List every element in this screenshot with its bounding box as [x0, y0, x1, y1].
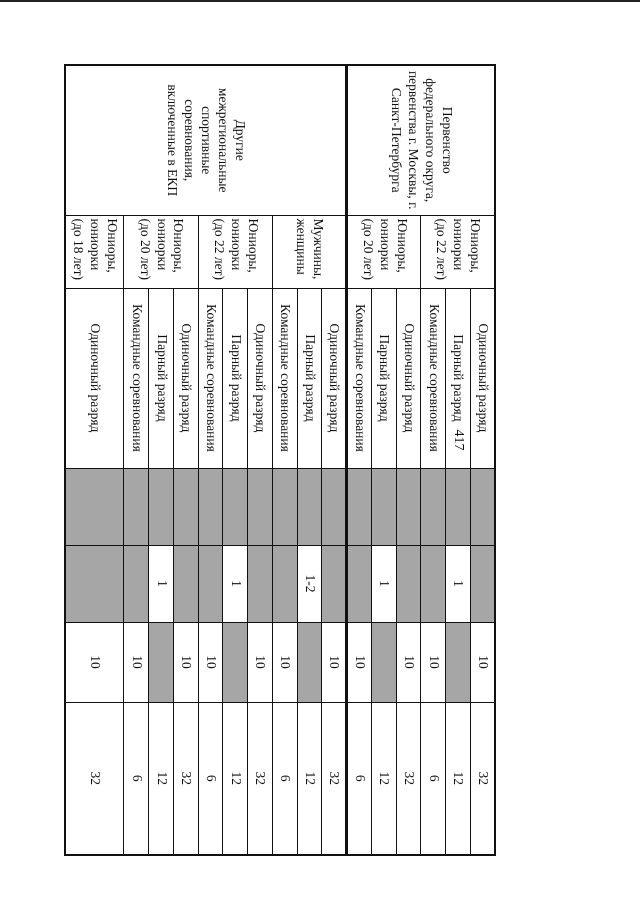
discipline-cell: Командные соревнования	[347, 288, 372, 468]
participants-cell: 6	[198, 702, 223, 855]
participants-cell: 12	[297, 702, 322, 855]
rotated-table-area	[64, 64, 496, 854]
discipline-cell: Парный разряд	[446, 288, 471, 468]
participants-cell: 12	[371, 702, 396, 855]
place-cell-2	[248, 545, 273, 622]
place-cell-2: 1	[446, 545, 471, 622]
participants-cell: 12	[446, 702, 471, 855]
place-cell-1	[198, 468, 223, 545]
participants-cell: 32	[248, 702, 273, 855]
table-rotation-box	[64, 64, 496, 854]
participants-cell: 12	[223, 702, 248, 855]
page-number: 417	[451, 429, 466, 451]
age-group-cell: Юниоры, юниорки (до 22 лет)	[421, 215, 495, 288]
participants-cell: 32	[173, 702, 198, 855]
participants-cell: 6	[272, 702, 297, 855]
place-cell-2	[421, 545, 446, 622]
place-cell-1	[421, 468, 446, 545]
age-group-cell: Юниоры, юниорки (до 22 лет)	[198, 215, 272, 288]
place-cell-1	[396, 468, 421, 545]
place-cell-3: 10	[198, 622, 223, 702]
discipline-cell: Командные соревнования	[272, 288, 297, 468]
place-cell-3: 10	[124, 622, 149, 702]
place-cell-1	[297, 468, 322, 545]
place-cell-3	[446, 622, 471, 702]
place-cell-1	[272, 468, 297, 545]
participants-cell: 6	[124, 702, 149, 855]
participants-cell: 32	[396, 702, 421, 855]
age-group-cell: Юниоры, юниорки (до 20 лет)	[347, 215, 421, 288]
discipline-cell: Одиночный разряд	[173, 288, 198, 468]
event-name-cell: Первенство федерального округа, первенства г. Москвы, г. Санкт-Петербурга	[347, 65, 495, 215]
place-cell-2: 1	[371, 545, 396, 622]
place-cell-2: 1	[223, 545, 248, 622]
discipline-cell: Парный разряд	[297, 288, 322, 468]
participants-cell: 32	[470, 702, 495, 855]
place-cell-2	[124, 545, 149, 622]
discipline-cell: Одиночный разряд	[248, 288, 273, 468]
place-cell-3	[149, 622, 174, 702]
place-cell-2	[198, 545, 223, 622]
discipline-cell: Командные соревнования	[124, 288, 149, 468]
discipline-cell: Одиночный разряд	[65, 288, 124, 468]
place-cell-1	[371, 468, 396, 545]
event-name-cell: Другие межрегиональные спортивные соревнования, включенные в ЕКП	[65, 65, 347, 215]
place-cell-1	[149, 468, 174, 545]
classification-table	[64, 64, 496, 856]
place-cell-1	[248, 468, 273, 545]
table-body	[65, 65, 495, 855]
discipline-cell: Парный разряд	[149, 288, 174, 468]
place-cell-3: 10	[322, 622, 347, 702]
discipline-cell: Одиночный разряд	[322, 288, 347, 468]
age-group-cell: Юниоры, юниорки (до 18 лет)	[65, 215, 124, 288]
place-cell-1	[446, 468, 471, 545]
place-cell-2: 1-2	[297, 545, 322, 622]
participants-cell: 32	[65, 702, 124, 855]
place-cell-3: 10	[248, 622, 273, 702]
discipline-cell: Командные соревнования	[421, 288, 446, 468]
place-cell-2	[65, 545, 124, 622]
place-cell-1	[322, 468, 347, 545]
place-cell-2	[470, 545, 495, 622]
discipline-cell: Командные соревнования	[198, 288, 223, 468]
discipline-cell: Парный разряд	[371, 288, 396, 468]
age-group-cell: Мужчины, женщины	[272, 215, 346, 288]
discipline-cell: Парный разряд	[223, 288, 248, 468]
discipline-cell: Одиночный разряд	[396, 288, 421, 468]
place-cell-1	[347, 468, 372, 545]
place-cell-3: 10	[470, 622, 495, 702]
place-cell-2: 1	[149, 545, 174, 622]
place-cell-1	[173, 468, 198, 545]
participants-cell: 12	[149, 702, 174, 855]
place-cell-3: 10	[173, 622, 198, 702]
age-group-cell: Юниоры, юниорки (до 20 лет)	[124, 215, 198, 288]
place-cell-3: 10	[347, 622, 372, 702]
participants-cell: 32	[322, 702, 347, 855]
place-cell-3	[223, 622, 248, 702]
place-cell-2	[272, 545, 297, 622]
place-cell-1	[470, 468, 495, 545]
page-top-edge	[0, 0, 640, 2]
discipline-cell: Одиночный разряд	[470, 288, 495, 468]
participants-cell: 6	[347, 702, 372, 855]
place-cell-3: 10	[65, 622, 124, 702]
table-row	[470, 65, 495, 855]
place-cell-3: 10	[396, 622, 421, 702]
place-cell-1	[223, 468, 248, 545]
place-cell-2	[173, 545, 198, 622]
place-cell-3: 10	[421, 622, 446, 702]
place-cell-1	[65, 468, 124, 545]
place-cell-2	[396, 545, 421, 622]
place-cell-3	[371, 622, 396, 702]
place-cell-3	[297, 622, 322, 702]
place-cell-3: 10	[272, 622, 297, 702]
table-row	[322, 65, 347, 855]
place-cell-1	[124, 468, 149, 545]
place-cell-2	[322, 545, 347, 622]
participants-cell: 6	[421, 702, 446, 855]
place-cell-2	[347, 545, 372, 622]
